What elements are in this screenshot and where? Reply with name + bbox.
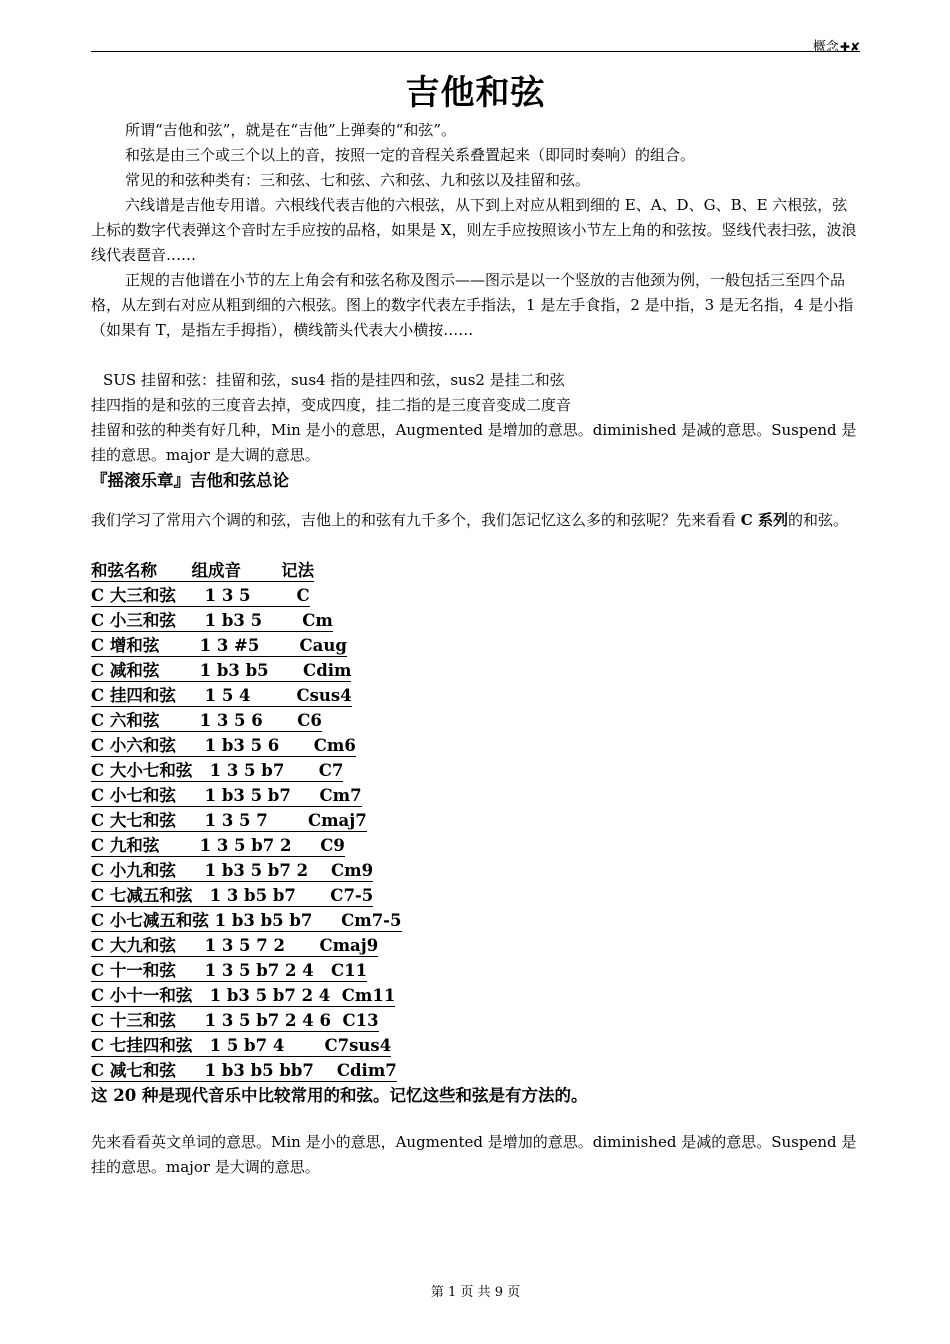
chord-row: C 十一和弦 1 3 5 b7 2 4 C11 xyxy=(91,958,367,982)
chord-row: C 小六和弦 1 b3 5 6 Cm6 xyxy=(91,733,356,757)
intro-paragraph-4: 六线谱是吉他专用谱。六根线代表吉他的六根弦，从下到上对应从粗到细的 E、A、D、G、B、E 六根弦，弦上标的数字代表弹这个音时左手应按的品格，如果是 X，则左手应按照该小节左上角的和弦按。竖线代表扫弦，波浪线代表琶音…… xyxy=(91,196,857,264)
chord-row: C 减七和弦 1 b3 b5 bb7 Cdim7 xyxy=(91,1058,397,1082)
section-title: 『摇滚乐章』吉他和弦总论 xyxy=(91,471,289,490)
intro-paragraph-3: 常见的和弦种类有：三和弦、七和弦、六和弦、九和弦以及挂留和弦。 xyxy=(125,171,591,189)
page-title: 吉他和弦 xyxy=(405,73,546,113)
chord-row: C 小三和弦 1 b3 5 Cm xyxy=(91,608,333,632)
sus-line-1: SUS 挂留和弦：挂留和弦，sus4 指的是挂四和弦，sus2 是挂二和弦 xyxy=(103,371,565,389)
chord-row: C 挂四和弦 1 5 4 Csus4 xyxy=(91,683,352,707)
header-label: 概念✚✘ xyxy=(812,40,860,55)
chord-row: C 小七和弦 1 b3 5 b7 Cm7 xyxy=(91,783,362,807)
sus-line-3: 挂留和弦的种类有好几种，Min 是小的意思，Augmented 是增加的意思。diminished 是减的意思。Suspend 是挂的意思。major 是大调的意思。 xyxy=(91,421,857,464)
document-body xyxy=(91,118,860,1180)
chord-row: C 小九和弦 1 b3 5 b7 2 Cm9 xyxy=(91,858,373,882)
final-paragraph: 先来看看英文单词的意思。Min 是小的意思，Augmented 是增加的意思。diminished 是减的意思。Suspend 是挂的意思。major 是大调的意思。 xyxy=(91,1133,857,1176)
chord-table-header: 和弦名称 组成音 记法 xyxy=(91,558,314,582)
chord-row: C 七减五和弦 1 3 b5 b7 C7-5 xyxy=(91,883,373,907)
chord-row: C 十三和弦 1 3 5 b7 2 4 6 C13 xyxy=(91,1008,379,1032)
sus-line-2: 挂四指的是和弦的三度音去掉，变成四度，挂二指的是三度音变成二度音 xyxy=(91,396,572,414)
chord-row: C 大三和弦 1 3 5 C xyxy=(91,583,310,607)
chord-row: C 七挂四和弦 1 5 b7 4 C7sus4 xyxy=(91,1033,391,1057)
chord-table xyxy=(91,558,860,1083)
section-paragraph: 我们学习了常用六个调的和弦，吉他上的和弦有九千多个，我们怎记忆这么多的和弦呢？先来看看 C 系列的和弦。 xyxy=(91,511,848,529)
page-header xyxy=(91,32,860,55)
chord-row: C 增和弦 1 3 #5 Caug xyxy=(91,633,347,657)
chord-row: C 九和弦 1 3 5 b7 2 C9 xyxy=(91,833,345,857)
intro-paragraph-1: 所谓“吉他和弦”，就是在“吉他”上弹奏的“和弦”。 xyxy=(125,121,457,139)
chord-row: C 小十一和弦 1 b3 5 b7 2 4 Cm11 xyxy=(91,983,395,1007)
chord-row: C 减和弦 1 b3 b5 Cdim xyxy=(91,658,351,682)
page-footer: 第 1 页 共 9 页 xyxy=(430,1285,521,1300)
chord-row: C 六和弦 1 3 5 6 C6 xyxy=(91,708,322,732)
chord-row: C 大小七和弦 1 3 5 b7 C7 xyxy=(91,758,343,782)
intro-paragraph-2: 和弦是由三个或三个以上的音，按照一定的音程关系叠置起来（即同时奏响）的组合。 xyxy=(125,146,696,164)
chord-row: C 大七和弦 1 3 5 7 Cmaj7 xyxy=(91,808,367,832)
header-mark-icon: ✚✘ xyxy=(839,40,860,54)
chord-row: C 小七减五和弦 1 b3 b5 b7 Cm7-5 xyxy=(91,908,402,932)
c-series-bold: C 系列 xyxy=(740,511,788,529)
chord-row: C 大九和弦 1 3 5 7 2 Cmaj9 xyxy=(91,933,378,957)
summary-statement: 这 20 种是现代音乐中比较常用的和弦。记忆这些和弦是有方法的。 xyxy=(91,1086,588,1105)
spacer xyxy=(91,343,860,368)
intro-paragraph-5: 正规的吉他谱在小节的左上角会有和弦名称及图示——图示是以一个竖放的吉他颈为例，一般包括三至四个品格，从左到右对应从粗到细的六根弦。图上的数字代表左手指法，1 是左手食指，2 是中指，3 是无名指，4 是小指（如果有 T，是指左手拇指），横线箭头代表大小横按…… xyxy=(91,271,854,339)
